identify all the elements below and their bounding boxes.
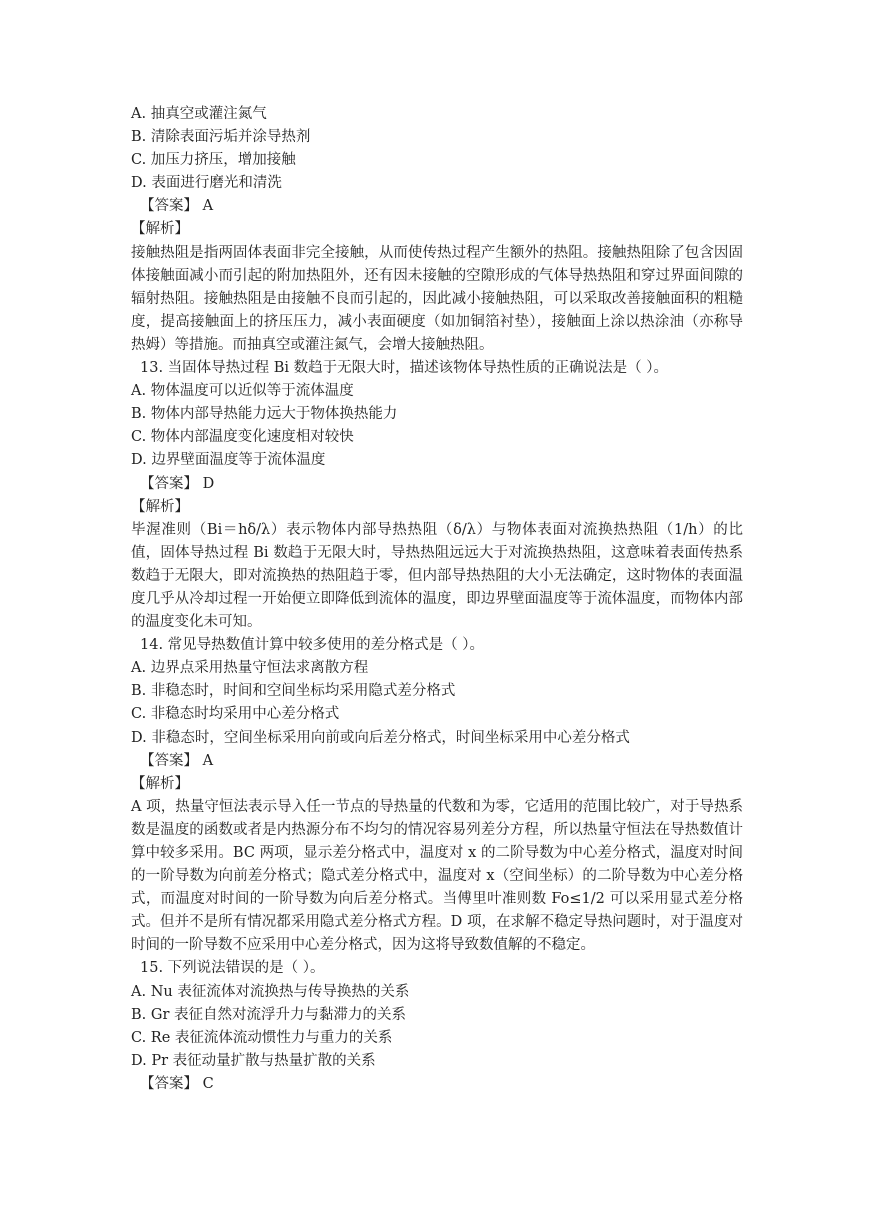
q14-question: 14. 常见导热数值计算中较多使用的差分格式是（ ）。 <box>140 637 485 654</box>
q12-analysis-text: 接触热阻是指两固体表面非完全接触，从而使传热过程产生额外的热阻。接触热阻除了包含因固体接触面减小而引起的附加热阻外，还有因未接触的空隙形成的气体导热热阻和穿过界面间隙的辐射热阻。接触热阻是由接触不良而引起的，因此减小接触热阻，可以采取改善接触面积的粗糙度，提高接触面上的挤压压力，减小表面硬度（如加铜箔衬垫），接触面上涂以热涂油（亦称导热姆）等措施。而抽真空或灌注氮气，会增大接触热阻。 <box>131 244 743 353</box>
q13-analysis-text: 毕渥准则（Bi＝hδ/λ）表示物体内部导热热阻（δ/λ）与物体表面对流换热热阻（1/h）的比值，固体导热过程 Bi 数趋于无限大时，导热热阻远远大于对流换热热阻，这意味着表面传热系数趋于无限大，即对流换热的热阻趋于零，但内部导热热阻的大小无法确定，这时物体的表面温度几乎从冷却过程一开始便立即降低到流体的温度，即边界壁面温度等于流体温度，而物体内部的温度变化未可知。 <box>131 521 743 631</box>
q15-option-b: B. Gr 表征自然对流浮升力与黏滞力的关系 <box>131 1006 406 1023</box>
q15-option-a: A. Nu 表征流体对流换热与传导换热的关系 <box>131 983 410 1000</box>
q14-answer: 【答案】 A <box>140 752 214 769</box>
q14-analysis-label: 【解析】 <box>131 775 189 792</box>
q13-answer: 【答案】 D <box>140 475 215 492</box>
q13-question: 13. 当固体导热过程 Bi 数趋于无限大时，描述该物体导热性质的正确说法是（ ）。 <box>140 360 669 377</box>
q13-option-c: C. 物体内部温度变化速度相对较快 <box>131 429 354 446</box>
q13-option-b: B. 物体内部导热能力远大于物体换热能力 <box>131 406 398 423</box>
q14-option-d: D. 非稳态时，空间坐标采用向前或向后差分格式，时间坐标采用中心差分格式 <box>131 729 630 746</box>
q12-option-d: D. 表面进行磨光和清洗 <box>131 175 282 192</box>
document-page <box>131 103 743 1096</box>
q13-analysis-label: 【解析】 <box>131 498 189 515</box>
q15-option-d: D. Pr 表征动量扩散与热量扩散的关系 <box>131 1052 376 1069</box>
q13-option-d: D. 边界壁面温度等于流体温度 <box>131 452 326 469</box>
q15-answer: 【答案】 C <box>140 1075 214 1092</box>
q14-option-b: B. 非稳态时，时间和空间坐标均采用隐式差分格式 <box>131 683 456 700</box>
q12-option-b: B. 清除表面污垢并涂导热剂 <box>131 129 311 146</box>
q14-analysis-text: A 项，热量守恒法表示导入任一节点的导热量的代数和为零，它适用的范围比较广，对于导热系数是温度的函数或者是内热源分布不均匀的情况容易列差分方程，所以热量守恒法在导热数值计算中较多采用。BC 两项，显示差分格式中，温度对 x 的二阶导数为中心差分格式，温度对时间的一阶导数为向前差分格式；隐式差分格式中，温度对 x（空间坐标）的二阶导数为中心差分格式，而温度对时间的一阶导数为向后差分格式。当傅里叶准则数 Fo≤1/2 可以采用显式差分格式。但并不是所有情况都采用隐式差分格式方程。D 项，在求解不稳定导热问题时，对于温度对时间的一阶导数不应采用中心差分格式，因为这将导致数值解的不稳定。 <box>131 798 743 954</box>
q15-option-c: C. Re 表征流体流动惯性力与重力的关系 <box>131 1029 393 1046</box>
q12-option-c: C. 加压力挤压，增加接触 <box>131 152 296 169</box>
q14-option-c: C. 非稳态时均采用中心差分格式 <box>131 706 340 723</box>
q13-option-a: A. 物体温度可以近似等于流体温度 <box>131 383 354 400</box>
q12-answer: 【答案】 A <box>140 198 214 215</box>
q15-question: 15. 下列说法错误的是（ ）。 <box>140 960 325 977</box>
q12-option-a: A. 抽真空或灌注氮气 <box>131 106 267 122</box>
q14-option-a: A. 边界点采用热量守恒法求离散方程 <box>131 660 369 677</box>
q12-analysis-label: 【解析】 <box>131 221 189 238</box>
